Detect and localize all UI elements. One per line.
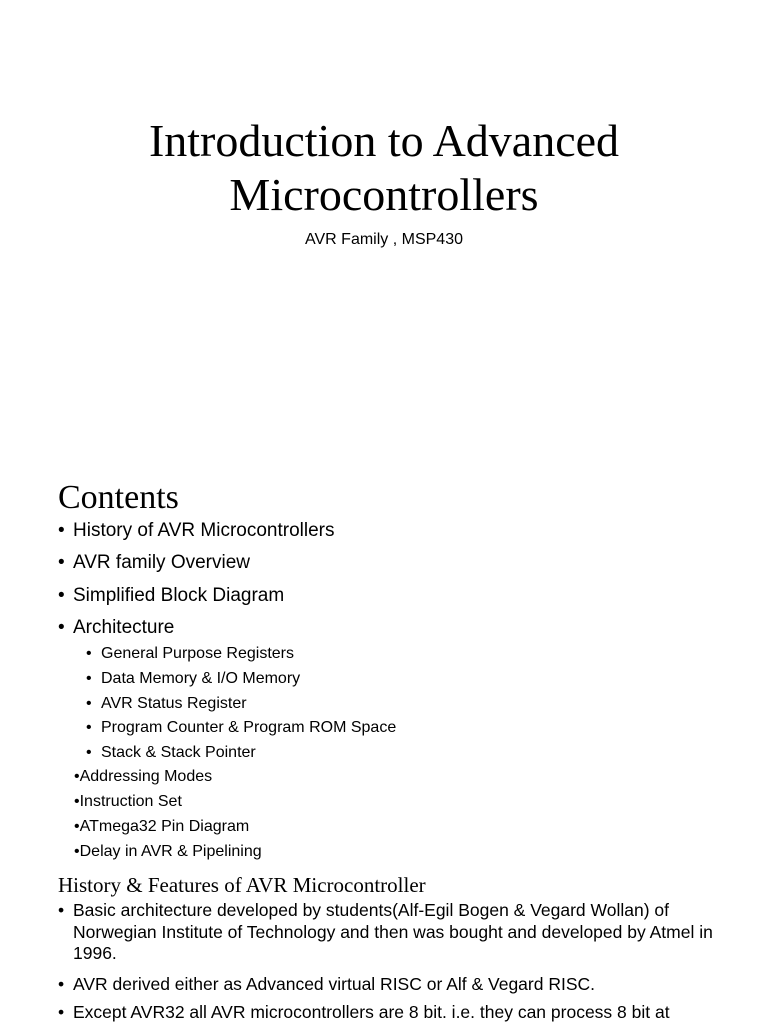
contents-sub-item-label: AVR Status Register [101, 695, 247, 712]
bullet: • [74, 768, 80, 785]
bullet: • [74, 843, 80, 860]
bullet: • [86, 695, 92, 712]
history-point-text: Except AVR32 all AVR microcontrollers are 8 bit. i.e. they can process 8 bit at [73, 1002, 670, 1022]
contents-extra-item-label: Delay in AVR & Pipelining [79, 843, 262, 860]
history-point [58, 900, 728, 965]
bullet: • [58, 900, 65, 920]
bullet: • [58, 974, 65, 994]
contents-extra-item [74, 842, 262, 862]
contents-sub-item-label: Data Memory & I/O Memory [101, 670, 301, 687]
contents-sub-item-label: Stack & Stack Pointer [101, 744, 256, 761]
contents-extra-item-label: Instruction Set [79, 793, 182, 810]
presentation-subtitle: AVR Family , MSP430 [305, 231, 463, 248]
contents-extra-item-label: Addressing Modes [79, 768, 213, 785]
contents-extra-item [74, 767, 212, 787]
contents-item [58, 551, 250, 575]
bullet: • [58, 552, 65, 573]
bullet: • [58, 585, 65, 606]
contents-item [58, 616, 174, 640]
contents-title: Contents [58, 479, 179, 516]
bullet: • [58, 617, 65, 638]
history-point [58, 974, 728, 996]
history-point-text: Basic architecture developed by students(Alf-Egil Bogen & Vegard Wollan) of Norwegian Institute of Technology and then was bought and developed by Atmel in 1996. [73, 900, 713, 963]
contents-item-label: Architecture [73, 617, 175, 638]
contents-sub-item [86, 644, 294, 664]
history-point [58, 1002, 728, 1024]
contents-item-label: Simplified Block Diagram [73, 585, 285, 606]
contents-extra-item [74, 792, 182, 812]
bullet: • [86, 670, 92, 687]
bullet: • [86, 719, 92, 736]
bullet: • [74, 818, 80, 835]
title-line-2: Microcontrollers [229, 169, 539, 220]
bullet: • [58, 1002, 65, 1022]
presentation-title [0, 114, 768, 222]
contents-sub-item-label: Program Counter & Program ROM Space [101, 719, 397, 736]
title-line-1: Introduction to Advanced [148, 115, 620, 166]
contents-sub-item [86, 718, 396, 738]
bullet: • [58, 520, 65, 541]
bullet: • [86, 744, 92, 761]
contents-item [58, 584, 284, 608]
contents-sub-item-label: General Purpose Registers [101, 645, 294, 662]
history-point-text: AVR derived either as Advanced virtual RISC or Alf & Vegard RISC. [73, 974, 596, 994]
contents-item-label: History of AVR Microcontrollers [73, 520, 335, 541]
bullet: • [86, 645, 92, 662]
contents-extra-item-label: ATmega32 Pin Diagram [79, 818, 250, 835]
contents-extra-item [74, 817, 249, 837]
contents-item-label: AVR family Overview [73, 552, 251, 573]
title-slide [0, 0, 768, 470]
bullet: • [74, 793, 80, 810]
contents-sub-item [86, 669, 300, 689]
contents-slide [0, 470, 768, 870]
contents-sub-item [86, 743, 256, 763]
history-title: History & Features of AVR Microcontroller [58, 873, 426, 897]
contents-item [58, 519, 335, 543]
history-slide [0, 868, 768, 1024]
contents-sub-item [86, 694, 247, 714]
